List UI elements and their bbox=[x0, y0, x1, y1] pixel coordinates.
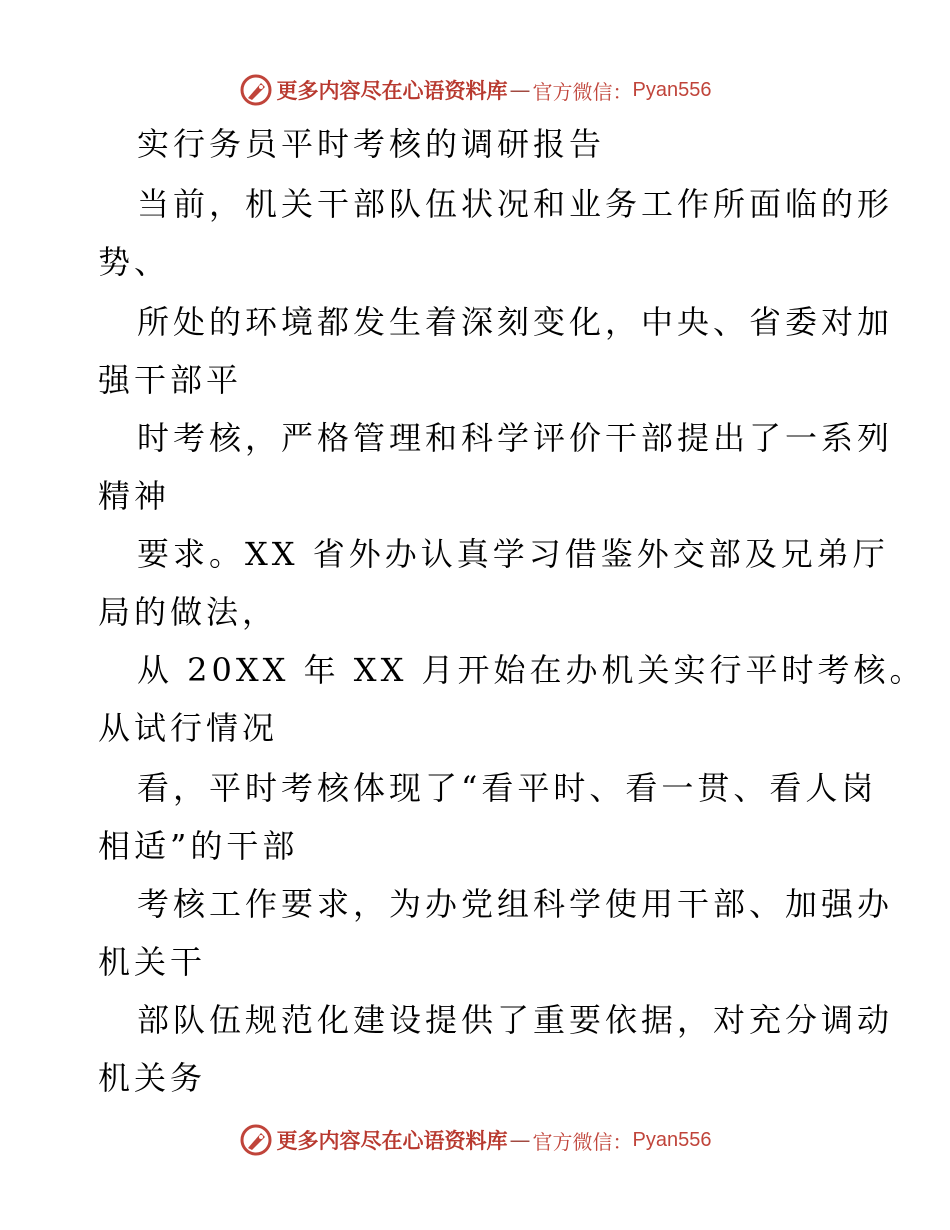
banner-separator: — bbox=[509, 78, 531, 102]
banner-subtitle: 官方微信： bbox=[532, 1129, 633, 1154]
text-line: 看，平时考核体现了“看平时、看一贯、看人岗 bbox=[137, 769, 878, 807]
banner-wechat-id: Pyan556 bbox=[632, 1128, 712, 1151]
text-line: 势、 bbox=[98, 243, 171, 281]
text-line: 部队伍规范化建设提供了重要依据，对充分调动 bbox=[137, 1001, 894, 1039]
text-line: 强干部平 bbox=[98, 361, 243, 399]
footer-banner bbox=[0, 1120, 950, 1160]
text-line: 机关干 bbox=[98, 943, 207, 981]
text-line: 局的做法， bbox=[98, 593, 279, 631]
banner-subtitle: 官方微信： bbox=[532, 79, 633, 104]
text-line: 机关务 bbox=[98, 1059, 207, 1097]
banner-title: 更多内容尽在心语资料库 bbox=[276, 1128, 508, 1153]
text-line: 从试行情况 bbox=[98, 709, 279, 747]
pen-nib-logo-icon bbox=[239, 1123, 273, 1157]
text-line: 当前，机关干部队伍状况和业务工作所面临的形 bbox=[137, 185, 894, 223]
text-line: 从 20XX 年 XX 月开始在办机关实行平时考核。 bbox=[137, 651, 926, 689]
text-line: 精神 bbox=[98, 477, 171, 515]
pen-nib-logo-icon bbox=[239, 73, 273, 107]
text-line: 所处的环境都发生着深刻变化，中央、省委对加 bbox=[137, 303, 894, 341]
text-line: 时考核，严格管理和科学评价干部提出了一系列 bbox=[137, 419, 894, 457]
banner-title: 更多内容尽在心语资料库 bbox=[276, 78, 508, 103]
header-banner bbox=[0, 70, 950, 110]
banner-separator: — bbox=[509, 1128, 531, 1152]
text-line: 考核工作要求，为办党组科学使用干部、加强办 bbox=[137, 885, 894, 923]
document-title: 实行务员平时考核的调研报告 bbox=[137, 125, 606, 163]
banner-wechat-id: Pyan556 bbox=[632, 78, 712, 101]
text-line: 要求。XX 省外办认真学习借鉴外交部及兄弟厅 bbox=[137, 535, 889, 573]
text-line: 相适”的干部 bbox=[98, 827, 299, 865]
